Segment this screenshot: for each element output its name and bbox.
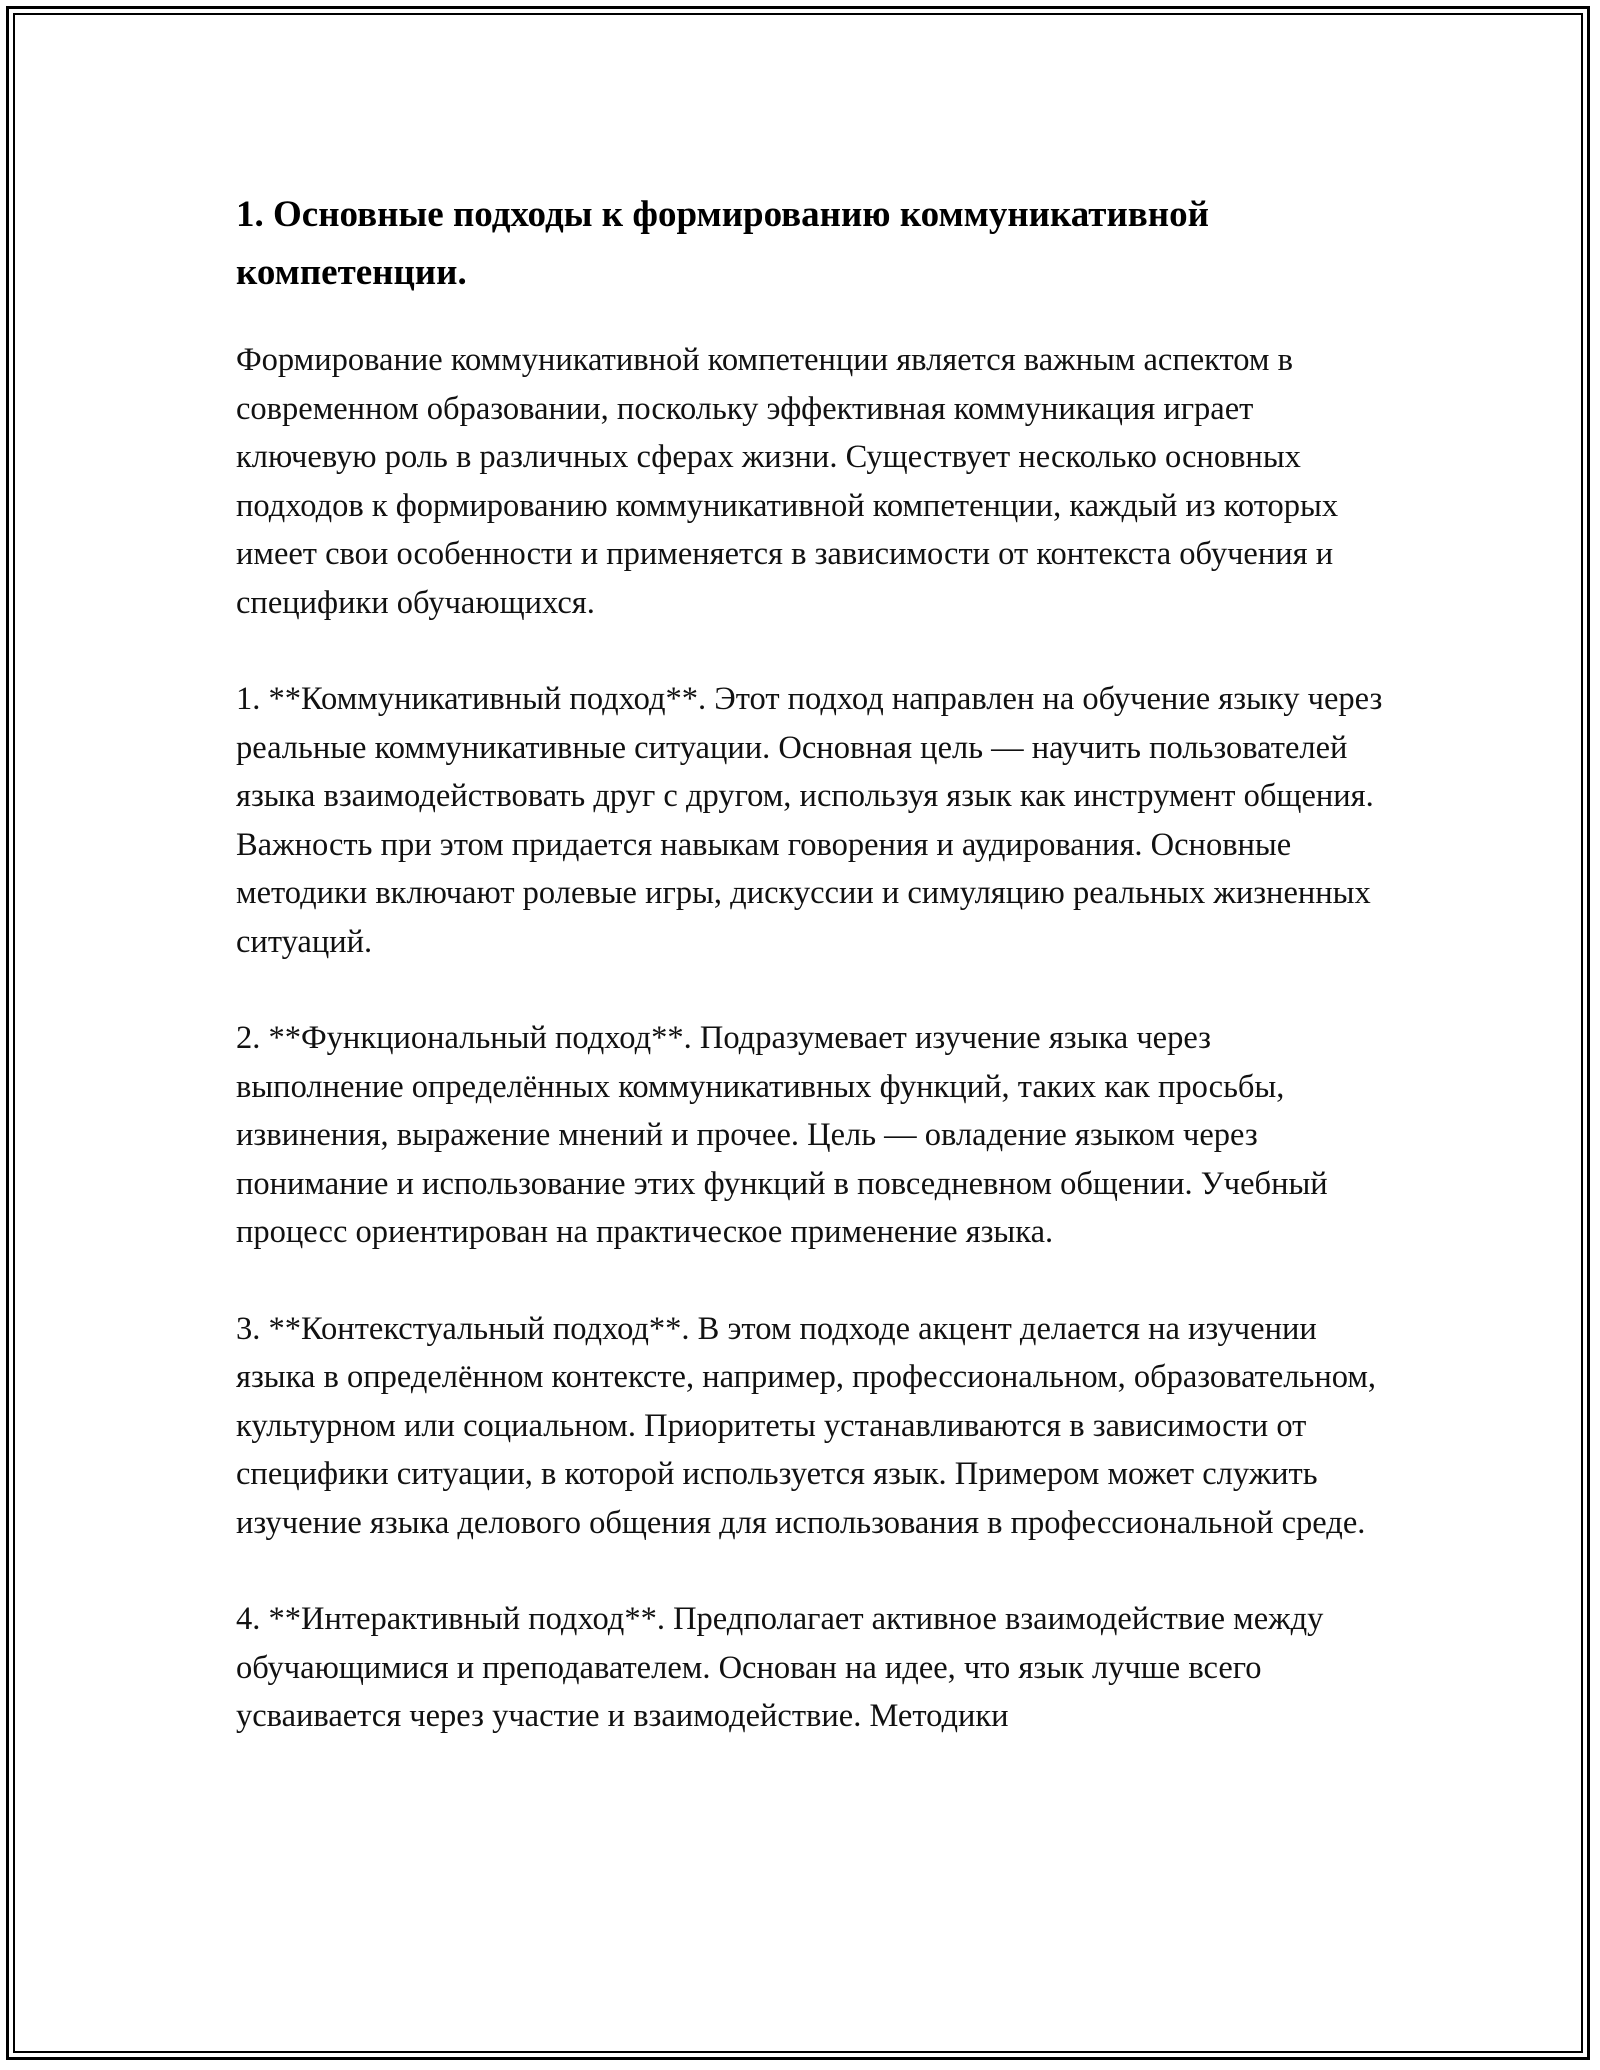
section-heading: 1. Основные подходы к формированию коммуникативной компетенции. (236, 194, 1209, 293)
interactive-approach-paragraph: 4. **Интерактивный подход**. Предполагает активное взаимодействие между обучающимися и преподавателем. Основан на идее, что язык лучше всего усваивается через участие и взаимодействие. Методики (236, 1601, 1324, 1734)
communicative-approach-paragraph: 1. **Коммуникативный подход**. Этот подход направлен на обучение языку через реальные коммуникативные ситуации. Основная цель — научить пользователей языка взаимодействовать друг с другом, используя язык как инструмент общения. Важность при этом придается навыкам говорения и аудирования. Основные методики включают ролевые игры, дискуссии и симуляцию реальных жизненных ситуаций. (236, 681, 1383, 960)
contextual-approach-paragraph: 3. **Контекстуальный подход**. В этом подходе акцент делается на изучении языка в определённом контексте, например, профессиональном, образовательном, культурном или социальном. Приоритеты устанавливаются в зависимости от специфики ситуации, в которой используется язык. Примером может служить изучение языка делового общения для использования в профессиональной среде. (236, 1310, 1377, 1541)
functional-approach-paragraph: 2. **Функциональный подход**. Подразумевает изучение языка через выполнение определённых коммуникативных функций, таких как просьбы, извинения, выражение мнений и прочее. Цель — овладение языком через понимание и использование этих функций в повседневном общении. Учебный процесс ориентирован на практическое применение языка. (236, 1020, 1328, 1250)
document-body (236, 186, 1386, 1789)
intro-paragraph: Формирование коммуникативной компетенции является важным аспектом в современном образовании, поскольку эффективная коммуникация играет ключевую роль в различных сферах жизни. Существует несколько основных подходов к формированию коммуникативной компетенции, каждый из которых имеет свои особенности и применяется в зависимости от контекста обучения и специфики обучающихся. (236, 342, 1339, 621)
